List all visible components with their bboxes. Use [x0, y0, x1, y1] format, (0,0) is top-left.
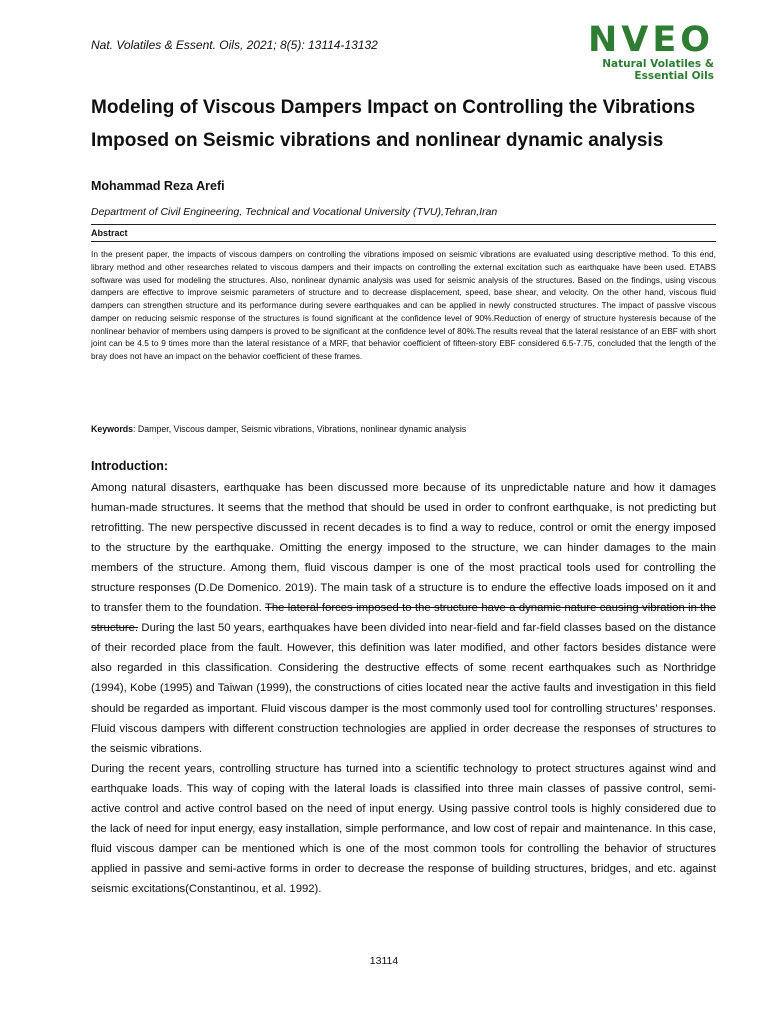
intro-paragraph-1b: During the last 50 years, earthquakes have been divided into near-field and far-field classes based on the distance of their recorded place from the fault. However, this definition was later modified, and other factors besides distance were also regarded in this classification. Considering the destructive effects of some recent earthquakes such as Northridge (1994), Kobe (1995) and Taiwan (1999), the constructions of cities located near the active faults and investigation in this field should be regarded as important. Fluid viscous damper is the most commonly used tool for controlling structures’ responses. Fluid viscous dampers with different construction technologies are applied in order decrease the responses of structures to the seismic vibrations.: [91, 622, 716, 755]
paper-title: Modeling of Viscous Dampers Impact on Controlling the Vibrations Imposed on Seismic vibrations and nonlinear dynamic analysis: [91, 97, 696, 151]
intro-paragraph-2: During the recent years, controlling structure has turned into a scientific technology to protect structures against wind and earthquake loads. This way of coping with the lateral loads is classified into three main classes of passive control, semi-active control and active control based on the need of input energy. Using passive control tools is highly considered due to the lack of need for input energy, easy installation, simple performance, and low cost of repair and maintenance. In this case, fluid viscous damper can be mentioned which is one of the most common tools for controlling the behavior of structures applied in passive and semi-active forms in order to decrease the response of building structures, bridges, and etc. against seismic excitations(Constantinou, et al. 1992).: [91, 762, 716, 895]
page-number: 13114: [369, 955, 399, 967]
author-name: Mohammad Reza Arefi: [91, 179, 225, 193]
intro-paragraph-1a: Among natural disasters, earthquake has been discussed more because of its unpredictable nature and how it damages human-made structures. It seems that the method that should be used in order to confront earthquake, is not predicting but retrofitting. The new perspective discussed in recent decades is to find a way to reduce, control or omit the energy imposed to the structure by the earthquake. Omitting the energy imposed to the structure, we can hinder damages to the main members of the structure. Among them, fluid viscous damper is one of the most practical tools used for controlling the structure responses (D.De Domenico. 2019). The main task of a structure is to endure the effective loads imposed on it and to transfer them to the foundation.: [91, 482, 716, 615]
abstract-heading-divider: [91, 241, 716, 242]
logo-wordmark: NVEO: [587, 20, 714, 60]
logo-subtitle-line1: Natural Volatiles &: [602, 58, 714, 70]
nveo-logo: [574, 22, 714, 82]
keywords-label: Keywords: [91, 424, 134, 434]
abstract-heading: Abstract: [91, 228, 128, 238]
abstract-text: In the present paper, the impacts of viscous dampers on controlling the vibrations imposed on seismic vibrations are evaluated using descriptive method. To this end, library method and other researches related to viscous dampers and their impacts on controlling the external excitation such as earthquake have been used. ETABS software was used for modeling the structures. Also, nonlinear dynamic analysis was used for seismic analysis of the structures. Based on the findings, using viscous dampers are effective to improve seismic parameters of structure and to decrease displacement, speed, base shear, and velocity. On the other hand, viscous fluid dampers can strengthen structure and its performance during severe earthquakes and can be applied in newly constructed structures. The impact of passive viscous damper on reducing seismic response of the structures is found significant at the confidence level of 90%.Reduction of energy of structure hysteresis because of the nonlinear behavior of members using dampers is proved to be significant at the confidence level of 80%.The results reveal that the lateral resistance of an EBF with short joint can be 4.5 to 9 times more than the lateral resistance of a MRF, that behavior coefficient of fifteen-story EBF considered 6.5-7.75, concluded that the length of the bray does not have an impact on the behavior coefficient of these frames.: [91, 249, 716, 361]
logo-subtitle-line2: Essential Oils: [634, 70, 714, 82]
keywords: [91, 424, 716, 434]
author-affiliation: Department of Civil Engineering, Technical and Vocational University (TVU),Tehran,Iran: [91, 206, 498, 218]
introduction-body: [91, 478, 716, 899]
keywords-list: : Damper, Viscous damper, Seismic vibrations, Vibrations, nonlinear dynamic analysis: [133, 424, 467, 434]
introduction-heading: Introduction:: [91, 459, 169, 473]
abstract-top-divider: [91, 224, 716, 225]
journal-citation: Nat. Volatiles & Essent. Oils, 2021; 8(5): 13114-13132: [91, 38, 378, 52]
intro-struck-sentence: The lateral forces imposed to the structure have a dynamic nature causing vibration in the structure.: [91, 602, 716, 635]
